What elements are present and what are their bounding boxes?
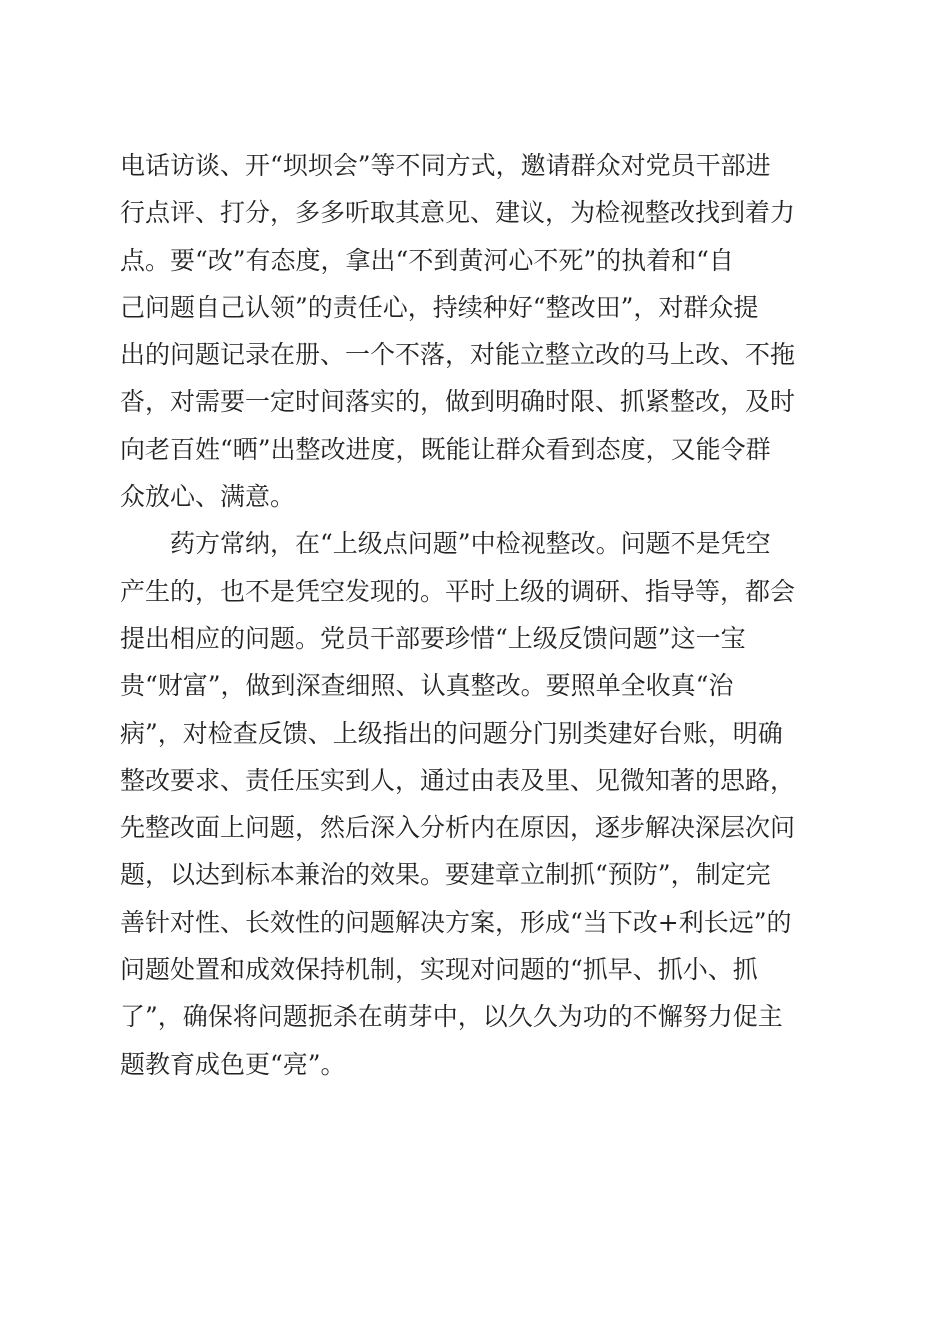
text-line: 提出相应的问题。党员干部要珍惜“上级反馈问题”这一宝 — [120, 623, 746, 653]
text-line: 行点评、打分，多多听取其意见、建议，为检视整改找到着力 — [120, 198, 796, 228]
text-line: 善针对性、长效性的问题解决方案，形成“当下改+利长远”的 — [120, 907, 792, 937]
document-body — [120, 142, 840, 1088]
text-line: 了”，确保将问题扼杀在萌芽中，以久久为功的不懈努力促主 — [120, 1002, 783, 1032]
paragraph-continued — [120, 142, 840, 520]
text-line: 整改要求、责任压实到人，通过由表及里、见微知著的思路， — [120, 765, 796, 795]
text-line: 问题处置和成效保持机制，实现对问题的“抓早、抓小、抓 — [120, 955, 758, 985]
text-line: 题，以达到标本兼治的效果。要建章立制抓“预防”，制定完 — [120, 860, 771, 890]
text-line: 出的问题记录在册、一个不落，对能立整立改的马上改、不拖 — [120, 340, 796, 370]
text-line: 产生的，也不是凭空发现的。平时上级的调研、指导等，都会 — [120, 576, 796, 606]
text-line: 先整改面上问题，然后深入分析内在原因，逐步解决深层次问 — [120, 813, 796, 843]
text-line: 众放心、满意。 — [120, 482, 296, 512]
text-line: 向老百姓“晒”出整改进度，既能让群众看到态度，又能令群 — [120, 434, 771, 464]
text-line: 贵“财富”，做到深查细照、认真整改。要照单全收真“治 — [120, 671, 734, 701]
text-line: 题教育成色更“亮”。 — [120, 1049, 346, 1079]
text-line: 电话访谈、开“坝坝会”等不同方式，邀请群众对党员干部进 — [120, 151, 771, 180]
text-line: 点。要“改”有态度，拿出“不到黄河心不死”的执着和“自 — [120, 245, 734, 275]
text-line-first: 药方常纳，在“上级点问题”中检视整改。问题不是凭空 — [170, 529, 771, 559]
paragraph-superior-feedback — [120, 520, 840, 1088]
text-line: 病”，对检查反馈、上级指出的问题分门别类建好台账，明确 — [120, 718, 783, 748]
text-line: 沓，对需要一定时间落实的，做到明确时限、抓紧整改，及时 — [120, 387, 796, 417]
text-line: 己问题自己认领”的责任心，持续种好“整改田”，对群众提 — [120, 292, 759, 322]
